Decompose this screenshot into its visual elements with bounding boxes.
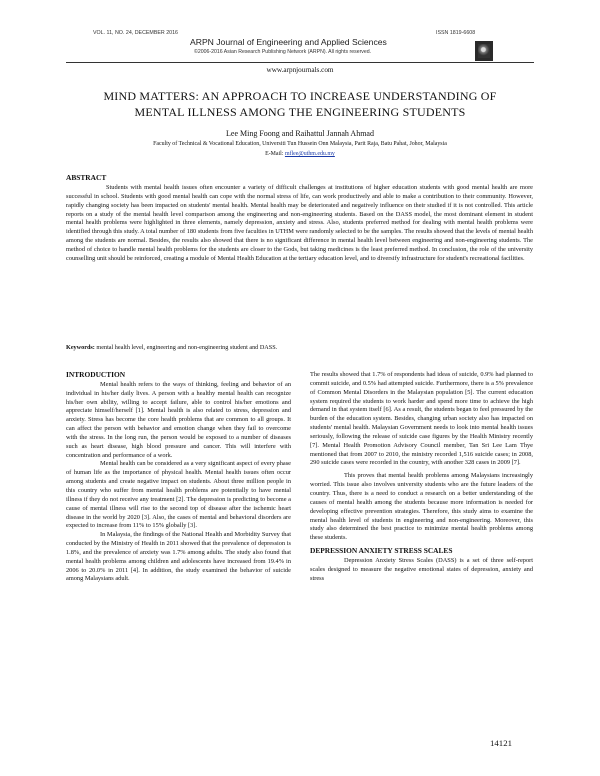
intro-paragraph-1: Mental health refers to the ways of thinking, feeling and behavior of an individual in his/her daily lives. A person with a healthy mental health can recognize his/her own ability, willing to accept failure, able to control his/her emotions and appreciate himself/herself [1]. Mental health is also related to stress, depression and anxiety. Stress has become the core health problems that are common to all groups. It can affect the person with behavior and emotion change when they fail to overcome with the stress. In the long run, the person would be exposed to a number of diseases such as heart disease, high blood pressure and cancer. This will interfere with concentration and performance of a work. [66,380,291,459]
intro-paragraph-3: In Malaysia, the findings of the National Health and Morbidity Survey that conducted by the Ministry of Health in 2011 showed that the prevalence of depression is 1.8%, and the prevalence of anxiety was 1.7% among adults. The study also found that mental health problems among children and adolescents have increased from 19.4% in 2006 to 20.0% in 2011 [4]. In addition, the study examined the behavior of suicide among Malaysians adult. [66,531,291,583]
intro-paragraph-4: The results showed that 1.7% of respondents had ideas of suicide, 0.9% had planned to commit suicide, and 0.5% had attempted suicide. Furthermore, there is a 5% prevalence of Common Mental Disorders in the Malaysian population [5]. The current education system required the students to work harder and spend more time to achieve the high demand in that system itself [6]. As a result, the students began to feel pressured by the burden of the education system. Besides, changing urban society also has impacted on students' mental health. Malaysian Government needs to look into mental health issues seriously, following the release of suicide case figures by the Health Ministry recently [7]. Mental Health Promotion Advisory Council member, Tan Sri Lee Lam Thye mentioned that from 2007 to 2010, the ministry recorded 1,516 suicide cases; in 2008, 290 suicide cases were recorded in the country, with another 328 cases in 2009 [7]. [310,371,534,467]
left-column [66,371,291,584]
keywords-text: mental health level, engineering and non-engineering student and DASS. [96,344,278,351]
journal-name: ARPN Journal of Engineering and Applied Sciences [190,37,387,47]
copyright: ©2006-2016 Asian Research Publishing Network (ARPN). All rights reserved. [194,49,372,55]
paper-title [0,88,600,120]
email-line [0,151,600,157]
arpn-logo-icon [475,41,493,61]
volume-info: VOL. 11, NO. 24, DECEMBER 2016 [93,30,178,36]
abstract-text: Students with mental health issues often encounter a variety of difficult challenges at institutions of higher education students with good mental health are more successful in school. Students with good mental health can cope with the normal stress of life, can work productively and able to make a contribution to their community. However, rapidly changing society has been impacted on students' mental health. Mental health may be deteriorated and negatively influence on their studied if it is not controlled. This article reports on a study of the mental health level comparison among the engineering and non-engineering students. Based on the DASS model, the most dominant element in student mental health problems were highlighted in three elements, namely depression, anxiety and stress. Also, students preferred method for dealing with mental health problems were identified through this study. A total number of 180 students from five faculties in UTHM were randomly selected to be the samples. The results showed that the levels of mental health among the students are normal. Besides, the results also showed that there is no significant difference in mental health level between engineering and non-engineering students. The method of choice to handle mental health problems for the students are closer to the Gods, but taking medicines is the least preferred method. In conclusion, the role of the university counselling unit should be reinforced, creating a module of Mental Health Education at the tertiary education level, and to diversify infrastructure for student's recreational facilities. [66,184,533,262]
title-line-2: MENTAL ILLNESS AMONG THE ENGINEERING STUDENTS [134,105,466,119]
title-line-1: MIND MATTERS: AN APPROACH TO INCREASE UNDERSTANDING OF [103,89,497,103]
authors: Lee Ming Foong and Raihattul Jannah Ahmad [226,129,374,138]
issn: ISSN 1819-6608 [436,30,476,36]
keywords-label: Keywords: [66,344,95,351]
intro-paragraph-2: Mental health can be considered as a very significant aspect of every phase of human life as the importance of physical health. Mental health issues often occur among students and create negative impact on students. About three million people in this country who suffer from mental health problems are potentially to have mental illness if they do not receive any treatment [2]. The depression is predicting to become a cause of mental illness will rise to the second top of disease after the ischemic heart disease in the world by 2020 [3]. Also, the cases of mental and behavioral disorders are expected to increase from 11% to 15% globally [3]. [66,460,291,530]
abstract-heading: ABSTRACT [66,173,107,182]
journal-url[interactable]: www.arpnjournals.com [266,66,334,74]
keywords [66,344,533,351]
right-column [310,371,533,583]
page-number: 14121 [490,738,512,748]
intro-heading: INTRODUCTION [66,370,126,379]
email-link[interactable]: mflee@uthm.edu.my [284,151,335,157]
intro-paragraph-5: This proves that mental health problems among Malaysians increasingly worried. This issue also involves university students who are the future leaders of the country. Thus, there is a need to conduct a research on a better understanding of the causes of mental health among the students because more information is needed for developing effective prevention strategies. Therefore, this study aims to examine the mental health level of students in engineering and non-engineering. Moreover, this study also determined the best practice to minimize mental health problems among these students. [310,472,533,542]
header-rule [66,62,534,63]
dass-heading: DEPRESSION ANXIETY STRESS SCALES [310,546,453,556]
email-label: E-Mail: [265,151,284,157]
dass-paragraph-1: Depression Anxiety Stress Scales (DASS) is a set of three self-report scales designed to measure the negative emotional states of depression, anxiety and stress [310,556,533,582]
affiliation: Faculty of Technical & Vocational Education, Universiti Tun Hussein Onn Malaysia, Parit Raja, Batu Pahat, Johor, Malaysia [153,141,447,147]
